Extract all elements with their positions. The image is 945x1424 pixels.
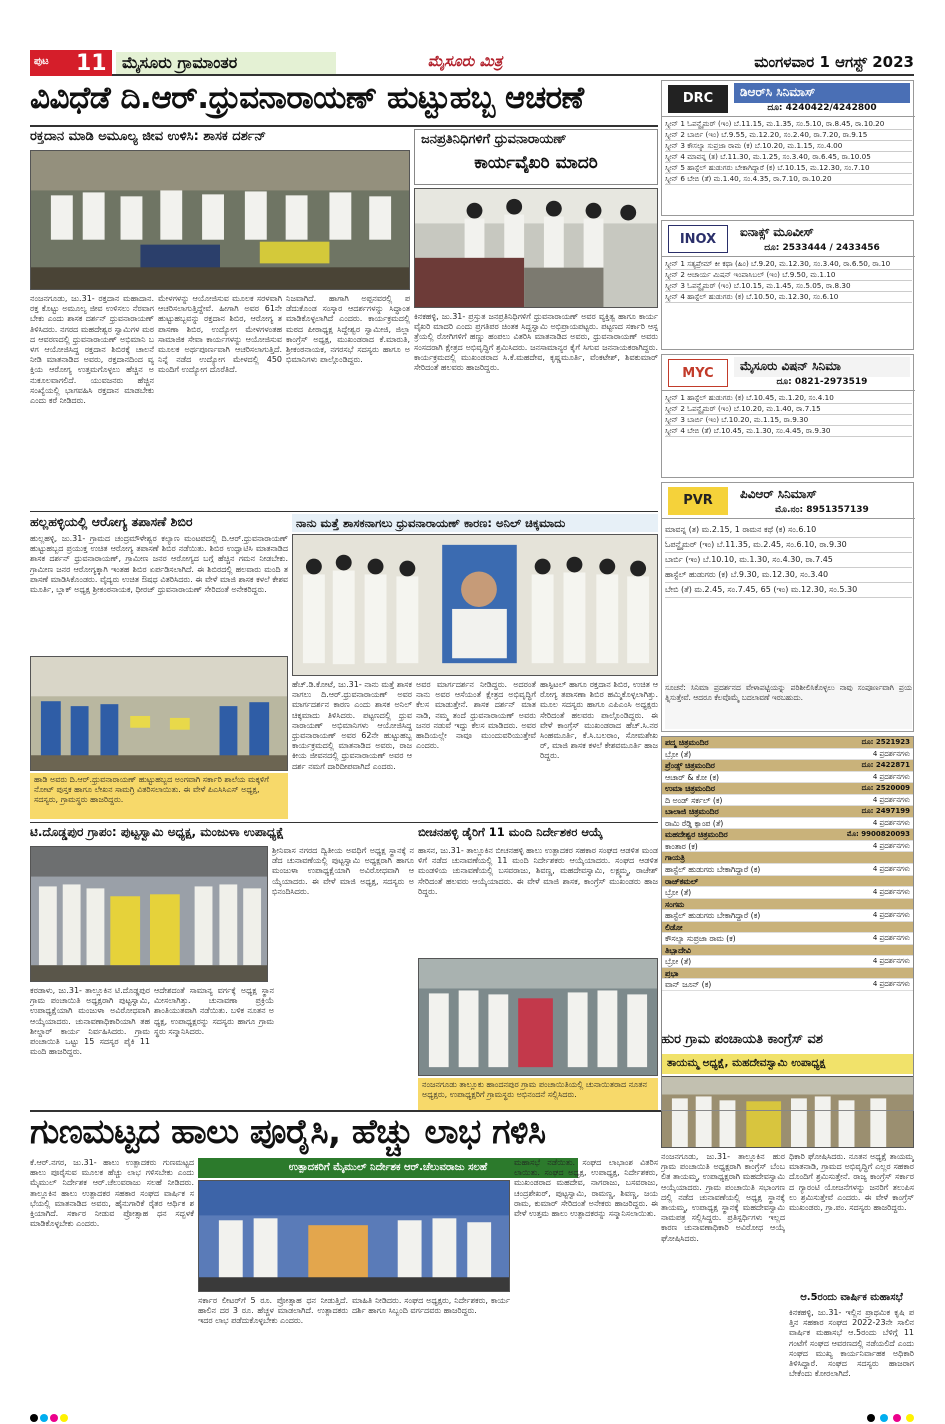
showtime-row: ಸ್ಕ್ರೀನ್ 2 ಬಾರ್ಬಿ (ಇಂ) ಬೆ.9.55, ಮ.12.20, ಸಂ.2.40, ರಾ.7.20, ರಾ.9.15 (665, 130, 912, 141)
story1-title: ರಕ್ತದಾನ ಮಾಡಿ ಅಮೂಲ್ಯ ಜೀವ ಉಳಿಸಿ: ಶಾಸಕ ದರ್ಶನ್ (30, 129, 266, 144)
story7-title: ಹುರ ಗ್ರಾಮ ಪಂಚಾಯತಿ ಕಾಂಗ್ರೆಸ್ ವಶ (661, 1032, 823, 1047)
cinema-phone: ದೂ: 4240422/4242800 (767, 103, 877, 113)
theatre-film-row (662, 910, 913, 922)
story2-body: ಕಿನಕಹಳ್ಳಿ, ಜು.31- ಪ್ರಸ್ತುತ ಜನಪ್ರತಿನಿಧಿಗಳಿಗೆ ಧ್ರುವನಾರಾಯಣ್ ಅವರ ವ್ಯಕ್ತಿತ್ವ ಹಾಗೂ ಕಾರ್ಯವೈಖರಿ ಮಾದರಿ ಎಂದು ಪ್ರಗತಿಪರ ಚಿಂತಕ ಸಿದ್ದಸ್ವಾಮಿ ಅಭಿಪ್ರಾಯಪಟ್ಟರು. ಪಟ್ಟಣದ ಸರ್ಕಾರಿ ಆಸ್ಪತ್ರೆಯಲ್ಲಿ ರೋಗಿಗಳಿಗೆ ಹಣ್ಣು ಹಂಪಲು ವಿತರಿಸಿ ಮಾತನಾಡಿದ ಅವರು, ಧ್ರುವನಾರಾಯಣ್ ಅವರು ಸಂಸದರಾಗಿ ಕ್ಷೇತ್ರದ ಅಭಿವೃದ್ಧಿಗೆ ಶ್ರಮಿಸಿದರು. ಜನಸಾಮಾನ್ಯರ ಕೈಗೆ ಸಿಗುವ ಜನನಾಯಕರಾಗಿದ್ದರು. ಕಾರ್ಯಕ್ರಮದಲ್ಲಿ ಮುಖಂಡರಾದ ಸಿ.ಕೆ.ಮಹದೇವ, ಕೃಷ್ಣಮೂರ್ತಿ, ವೆಂಕಟೇಶ್, ಶಿವಕುಮಾರ್ ಸೇರಿದಂತೆ ಹಲವರು ಹಾಜರಿದ್ದರು. (414, 312, 658, 373)
theatre-film: ಆಚಾರ್ & ಕೋ (ಕ) (665, 772, 720, 782)
story5-col3: ಆದೇಶದಂತೆ ಸಾಮಾನ್ಯ ವರ್ಗಕ್ಕೆ ಅಧ್ಯಕ್ಷ ಸ್ಥಾನ ಮೀಸಲಾಗಿತ್ತು. ಚುನಾವಣಾ ಪ್ರಕ್ರಿಯೆ ಶಾಂತಿಯುತವಾಗಿ ನಡೆಯಿತು. ಬಳಿಕ ನೂತನ ಅಧ್ಯಕ್ಷ, ಉಪಾಧ್ಯಕ್ಷರನ್ನು ಸದಸ್ಯರು ಹಾಗೂ ಗ್ರಾಮಸ್ಥರು ಸನ್ಮಾನಿಸಿದರು. (154, 986, 274, 1036)
theatre-film: ಬ್ರೋ (ತೆ) (665, 749, 692, 759)
newspaper-logo: ಮೈಸೂರು ಮಿತ್ರ (427, 52, 503, 70)
story6-body: ಹಾಸನ, ಜು.31- ತಾಲ್ಲೂಕಿನ ಬೀಚನಹಳ್ಳಿ ಹಾಲು ಉತ್ಪಾದಕರ ಸಹಕಾರ ಸಂಘದ ಆಡಳಿತ ಮಂಡಳಿಗೆ ನಡೆದ ಚುನಾವಣೆಯಲ್ಲಿ 11 ಮಂದಿ ನಿರ್ದೇಶಕರು ಆಯ್ಕೆಯಾದರು. ಸಂಘದ ಆಡಳಿತ ಮಂಡಳಿಯ ಚುನಾವಣೆಯಲ್ಲಿ ಬಸವರಾಜು, ಶಿವಣ್ಣ, ಮಹದೇವಸ್ವಾಮಿ, ಲಕ್ಷ್ಮಮ್ಮ, ರಾಜೇಶ್ ಸೇರಿದಂತೆ ಹಲವರು ಆಯ್ಕೆಯಾದರು. ಈ ವೇಳೆ ಮಾಜಿ ಶಾಸಕ, ಕಾಂಗ್ರೆಸ್ ಮುಖಂಡರು ಹಾಜರಿದ್ದರು. (418, 846, 658, 896)
theatre-film: ಹಾಸ್ಟೆಲ್ ಹುಡುಗರು ಬೇಕಾಗಿದ್ದಾರೆ (ಕ) (665, 865, 761, 875)
theatre-film-row (662, 864, 913, 876)
showtime-row: ಸ್ಕ್ರೀನ್ 4 ಬೇಬಿ (ತೆ) ಬೆ.10.45, ಮ.1.30, ಸಂ.4.45, ರಾ.9.30 (665, 426, 912, 437)
page-number: 11 (76, 51, 107, 76)
theatre-phone: ದೂ: 2422871 (861, 761, 910, 770)
showtimes (662, 523, 915, 673)
theatre-name-row (662, 922, 913, 934)
story2-title-box (414, 129, 658, 185)
showtime-row: ಬಾರ್ಬಿ (ಇಂ) ಬೆ.10.10, ಮ.1.30, ಸಂ.4.30, ರಾ.7.45 (665, 553, 912, 568)
print-registration-marks (30, 1407, 914, 1417)
theatre-name-row (662, 806, 913, 818)
theatre-phone: ದೂ: 2497199 (861, 807, 910, 816)
theatre-name-row (662, 968, 913, 980)
cinema-header (662, 81, 915, 117)
theatre-film-row (662, 979, 913, 991)
theatre-shows: 4 ಪ್ರದರ್ಶನಗಳು (872, 795, 910, 804)
inox-logo: INOX (668, 225, 728, 253)
theatre-name-row (662, 783, 913, 795)
story3-caption: ಹಾಡಿ ಅವರು ದಿ.ಆರ್.ಧ್ರುವನಾರಾಯಣ್ ಹುಟ್ಟುಹಬ್ಬದ ಅಂಗವಾಗಿ ಸರ್ಕಾರಿ ಶಾಲೆಯ ಮಕ್ಕಳಿಗೆ ನೋಟ್ ಪುಸ್ತಕ ಹಾಗೂ ಲೇಖನ ಸಾಮಗ್ರಿ ವಿತರಿಸಲಾಯಿತು. ಈ ವೇಳೆ ಪಿಎಸಿಸಿಎಸ್ ಅಧ್ಯಕ್ಷ, ಸದಸ್ಯರು, ಗ್ರಾಮಸ್ಥರು ಹಾಜರಿದ್ದರು. (30, 773, 288, 819)
story7-col1: ನಂಜನಗೂಡು, ಜು.31- ತಾಲ್ಲೂಕಿನ ಹುರ ಗ್ರಾಮ ಪಂಚಾಯಿತಿ ಅಧ್ಯಕ್ಷರಾಗಿ ಕಾಂಗ್ರೆಸ್ ಬೆಂಬಲಿತ ತಾಯಮ್ಮ, ಉಪಾಧ್ಯಕ್ಷರಾಗಿ ಮಹದೇವಸ್ವಾಮಿ ಆಯ್ಕೆಯಾದರು. ಗ್ರಾಮ ಪಂಚಾಯಿತಿ ಸಭಾಂಗಣದಲ್ಲಿ ನಡೆದ ಚುನಾವಣೆಯಲ್ಲಿ ಅಧ್ಯಕ್ಷ ಸ್ಥಾನಕ್ಕೆ ತಾಯಮ್ಮ, ಉಪಾಧ್ಯಕ್ಷ ಸ್ಥಾನಕ್ಕೆ ಮಹದೇವಸ್ವಾಮಿ ನಾಮಪತ್ರ ಸಲ್ಲಿಸಿದ್ದರು. ಪ್ರತಿಸ್ಪರ್ಧಿಗಳು ಇಲ್ಲದ ಕಾರಣ ಚುನಾವಣಾಧಿಕಾರಿ ಅವಿರೋಧ ಆಯ್ಕೆ ಘೋಷಿಸಿದರು. (661, 1152, 785, 1243)
theatre-film: ದಿ ಅಂಡ್ ಸರ್ಕಲ್ (ಕ) (665, 795, 723, 805)
milk-subheadline: ಉತ್ಪಾದಕರಿಗೆ ಮೈಮುಲ್ ನಿರ್ದೇಶಕ ಆರ್.ಚೆಲುವರಾಜು ಸಲಹೆ (198, 1158, 578, 1178)
showtime-row: ಹಾಸ್ಟೆಲ್ ಹುಡುಗರು (ಕ) ಬೆ.9.30, ಮ.12.30, ಸಂ.3.40 (665, 568, 912, 583)
theatre-film: ಬ್ರೋ (ತೆ) (665, 888, 692, 898)
story4-col3: ಹಾಸ್ಪಿಟಲ್ ಹಾಗೂ ರಕ್ತದಾನ ಶಿಬಿರ, ಉಚಿತ ಆರೋಗ್ಯ ತಪಾಸಣಾ ಶಿಬಿರ ಹಮ್ಮಿಕೊಳ್ಳಲಾಗಿತ್ತು. ಮೂಲ ಸದಸ್ಯರು ಹಾಗೂ ಎಪಿಎಂಸಿ ಅಧ್ಯಕ್ಷರು ಸೇರಿದಂತೆ ಹಲವರು ಪಾಲ್ಗೊಂಡಿದ್ದರು. ಈ ವೇಳೆ ಕಾಂಗ್ರೆಸ್ ಮುಖಂಡರಾದ ಹೆಚ್.ಸಿ.ನರಸಿಂಹಮೂರ್ತಿ, ಕೆ.ಸಿ.ಬಲರಾಂ, ಸೋಮಶೇಖರ್, ಮಾಜಿ ಶಾಸಕ ಕಳಲೆ ಕೇಶವಮೂರ್ತಿ ಹಾಜರಿದ್ದರು. (540, 680, 658, 761)
portrait-event-photo (292, 534, 658, 676)
showtime-row: ಸ್ಕ್ರೀನ್ 2 ಓಪನ್ಹೈಮರ್ (ಇಂ) ಬೆ.10.20, ಮ.1.40, ರಾ.7.15 (665, 404, 912, 415)
panchayat-felicitation-photo (30, 846, 268, 982)
story2-title-line2: ಕಾರ್ಯವೈಖರಿ ಮಾದರಿ (474, 153, 598, 173)
story1-col3: ನಿಜವಾಗಿದೆ. ಹಾಗಾಗಿ ಅಪ್ಪನವರಲ್ಲಿ ಪಡೆದುಕೊಂಡ ಸಂಸ್ಕಾರ ಆದರ್ಶಗಳನ್ನು ಸಿದ್ಧಾಂತ ಮಾಡಿಕೊಳ್ಳಲಾಗಿದೆ ಎಂದರು. ಕಾರ್ಯಕ್ರಮದಲ್ಲಿ ಮಠದ ಪೀಠಾಧ್ಯಕ್ಷ ಸಿದ್ದೇಶ್ವರ ಸ್ವಾಮೀಜಿ, ಜಿಲ್ಲಾ ಕಾಂಗ್ರೆಸ್ ಅಧ್ಯಕ್ಷ, ಮುಖಂಡರಾದ ಕೆ.ಮಾರುತಿ, ಶ್ರೀಕಂಠನಾಯಕ, ನಗರಸಭೆ ಸದಸ್ಯರು ಹಾಗೂ ಅಭಿಮಾನಿಗಳು ಪಾಲ್ಗೊಂಡಿದ್ದರು. (286, 294, 410, 365)
theatre-film-row (662, 933, 913, 945)
theatre-list (662, 737, 913, 991)
theatre-name-row (662, 829, 913, 841)
single-screen-theatres (661, 736, 914, 1111)
theatre-name: ಮಹದೇಶ್ವರ ಚಿತ್ರಮಂದಿರ (665, 830, 728, 840)
theatre-name: ಲಿಡೋ (665, 922, 683, 932)
milk-col3: ಮಾಹಿತಿ ನೀಡಿದರು. ಸಂಘದ ಅಧ್ಯಕ್ಷರು, ನಿರ್ದೇಶಕರು, ಕಾರ್ಯದರ್ಶಿ ಹಾಗೂ ಸಿಬ್ಬಂದಿ ವರ್ಗದವರು ಹಾಜರಿದ್ದರು. (352, 1296, 510, 1316)
theatre-film-row (662, 818, 913, 830)
story6-title: ಬೀಚನಹಳ್ಳಿ ಡೈರಿಗೆ 11 ಮಂದಿ ನಿರ್ದೇಶಕರ ಆಯ್ಕೆ (418, 825, 603, 839)
page-number-box (30, 50, 112, 76)
divider (30, 822, 658, 823)
theatre-name-row (662, 876, 913, 888)
agm-subheading: ಆ.5ರಂದು ವಾರ್ಷಿಕ ಮಹಾಸಭೆ (800, 1292, 903, 1303)
pvr-logo: PVR (668, 487, 728, 515)
theatre-shows: 4 ಪ್ರದರ್ಶನಗಳು (872, 888, 910, 897)
theatre-shows: 4 ಪ್ರದರ್ಶನಗಳು (872, 865, 910, 874)
theatre-film: ಬ್ರೋ (ತೆ) (665, 957, 692, 967)
hospital-photo (414, 188, 658, 308)
showtime-row: ಸ್ಕ್ರೀನ್ 5 ಹಾಸ್ಟೆಲ್ ಹುಡುಗರು ಬೇಕಾಗಿದ್ದಾರೆ (ಕ) ಬೆ.10.15, ಮ.12.30, ಸಂ.7.10 (665, 163, 912, 174)
theatre-name: ಉಮಾ ಚಿತ್ರಮಂದಿರ (665, 784, 715, 794)
theatre-phone: ದೂ: 2520009 (861, 784, 910, 793)
theatre-name-row (662, 945, 913, 957)
cinema-name: ಐನಾಕ್ಸ್ ಮೂವೀಸ್ (734, 223, 910, 243)
story7-col2: ಧಿಕಾರಿ ಘೋಷಿಸಿದರು. ನೂತನ ಅಧ್ಯಕ್ಷೆ ತಾಯಮ್ಮ ಮಾತನಾಡಿ, ಗ್ರಾಮದ ಅಭಿವೃದ್ಧಿಗೆ ಎಲ್ಲರ ಸಹಕಾರದೊಂದಿಗೆ ಶ್ರಮಿಸುತ್ತೇನೆ. ರಾಜ್ಯ ಕಾಂಗ್ರೆಸ್ ಸರ್ಕಾರದ ಗ್ಯಾರಂಟಿ ಯೋಜನೆಗಳನ್ನು ಜನರಿಗೆ ತಲುಪಿಸಲು ಶ್ರಮಿಸುತ್ತೇವೆ ಎಂದರು. ಈ ವೇಳೆ ಕಾಂಗ್ರೆಸ್ ಮುಖಂಡರು, ಗ್ರಾ.ಪಂ. ಸದಸ್ಯರು ಹಾಜರಿದ್ದರು. (789, 1152, 914, 1213)
story6-caption: ನಂಜನಗೂಡು ತಾಲ್ಲೂಕು ಹಾಂದನಪುರ ಗ್ರಾಮ ಪಂಚಾಯಿತಿಯಲ್ಲಿ ಚುನಾಯಿತರಾದ ನೂತನ ಅಧ್ಯಕ್ಷರು, ಉಪಾಧ್ಯಕ್ಷರಿಗೆ ಗ್ರಾಮಸ್ಥರು ಅಭಿನಂದನೆ ಸಲ್ಲಿಸಿದರು. (418, 1078, 658, 1110)
showtime-row: ಸ್ಕ್ರೀನ್ 4 ಮಾವನ್ನ (ತ) ಬೆ.11.30, ಮ.1.25, ಸಂ.3.40, ರಾ.6.45, ರಾ.10.05 (665, 152, 912, 163)
theatre-film: ಕಾಂತಾರ (ಕ) (665, 841, 698, 851)
pvr-note: ಸೂಚನೆ: ಸಿನಿಮಾ ಪ್ರದರ್ಶನದ ವೇಳಾಪಟ್ಟಿಯನ್ನು ಪರಿಶೀಲಿಸಿಕೊಳ್ಳಲು ನಾವು ಸಂಪೂರ್ಣವಾಗಿ ಪ್ರಯತ್ನಿಸುತ್ತೇವೆ. ಆದರೂ ಕೆಲವೊಮ್ಮೆ ಬದಲಾವಣೆ ಇರಬಹುದು. (665, 683, 912, 729)
page-label: ಪುಟ (34, 56, 49, 67)
story7-col3: ಕಿನಕಹಳ್ಳಿ, ಜು.31- ಇಲ್ಲಿನ ಪ್ರಾಥಮಿಕ ಕೃಷಿ ಪತ್ತಿನ ಸಹಕಾರ ಸಂಘದ 2022-23ನೇ ಸಾಲಿನ ವಾರ್ಷಿಕ ಮಹಾಸಭೆ ಆ.5ರಂದು ಬೆಳಿಗ್ಗೆ 11 ಗಂಟೆಗೆ ಸಂಘದ ಆವರಣದಲ್ಲಿ ನಡೆಯಲಿದೆ ಎಂದು ಸಂಘದ ಮುಖ್ಯ ಕಾರ್ಯನಿರ್ವಾಹಕ ಅಧಿಕಾರಿ ತಿಳಿಸಿದ್ದಾರೆ. ಸಂಘದ ಸದಸ್ಯರು ಹಾಜರಾಗಬೇಕೆಂದು ಕೋರಲಾಗಿದೆ. (789, 1308, 914, 1379)
theatre-name: ಗಾಯತ್ರಿ (665, 853, 685, 863)
section-name: ಮೈಸೂರು ಗ್ರಾಮಾಂತರ (116, 52, 336, 74)
cinema-block-pvr (661, 482, 914, 732)
showtime-row: ಮಾವನ್ನ (ತ) ಮ.2.15, 1 ರಾಮನ ಕಥೆ (ಕ) ಸಂ.6.10 (665, 523, 912, 538)
cinema-phone: ಮೊ.ನಂ: 8951357139 (775, 505, 869, 515)
story4-col2: ಅವರ ಮಾರ್ಗದರ್ಶನ ನೀಡಿದ್ದರು. ಅದರಂತೆ ನಾನು ಅವರ ಆಸೆಯಂತೆ ಕ್ಷೇತ್ರದ ಅಭಿವೃದ್ಧಿಗೆ ಕೆಲಸ ಮಾಡುತ್ತೇನೆ. ಶಾಸಕ ದರ್ಶನ್ ಮಾತನಾಡಿ, ನಮ್ಮ ತಂದೆ ಧ್ರುವನಾರಾಯಣ್ ಅವರು ಜನರ ನಡುವೆ ಇದ್ದು ಕೆಲಸ ಮಾಡಿದರು. ಅವರ ಹಾದಿಯಲ್ಲೇ ನಾವೂ ಮುಂದುವರಿಯುತ್ತೇವೆ ಎಂದರು. (416, 680, 536, 751)
theatre-film-row (662, 795, 913, 807)
theatre-shows: 4 ಪ್ರದರ್ಶನಗಳು (872, 749, 910, 758)
showtime-row: ಓಪನ್ಹೈಮರ್ (ಇಂ) ಬೆ.11.35, ಮ.2.45, ಸಂ.6.10, ರಾ.9.30 (665, 538, 912, 553)
showtime-row: ಸ್ಕ್ರೀನ್ 1 ಹಾಸ್ಟೆಲ್ ಹುಡುಗರು (ಕ) ಬೆ.10.45, ಮ.1.20, ಸಂ.4.10 (665, 393, 912, 404)
theatre-film-row (662, 887, 913, 899)
cinema-name: ಮೈಸೂರು ವಿಷನ್ ಸಿನಿಮಾ (734, 357, 910, 377)
lead-headline: ವಿವಿಧೆಡೆ ದಿ.ಆರ್.ಧ್ರುವನಾರಾಯಣ್ ಹುಟ್ಟುಹಬ್ಬ ಆಚರಣೆ (30, 80, 584, 116)
divider (30, 125, 658, 127)
theatre-shows: 4 ಪ್ರದರ್ಶನಗಳು (872, 957, 910, 966)
milk-col2: ಸರ್ಕಾರ ಲೀಟರ್‌ಗೆ 5 ರೂ. ಪ್ರೋತ್ಸಾಹ ಧನ ನೀಡುತ್ತಿದೆ. ಹಾಲಿನ ದರ 3 ರೂ. ಹೆಚ್ಚಳ ಮಾಡಲಾಗಿದೆ. ಉತ್ಪಾದಕರು ಇದರ ಲಾಭ ಪಡೆದುಕೊಳ್ಳಬೇಕು ಎಂದರು. (198, 1296, 348, 1326)
theatre-shows: 4 ಪ್ರದರ್ಶನಗಳು (872, 911, 910, 920)
divider (30, 511, 658, 512)
blood-donation-photo (30, 150, 410, 290)
theatre-film: ವಾನ್ ಜೂನ್ (ಕ) (665, 980, 712, 990)
theatre-film: ಕೌಸಲ್ಯಾ ಸುಪ್ರಜಾ ರಾಮ (ಕ) (665, 934, 736, 944)
showtime-row: ಸ್ಕ್ರೀನ್ 3 ಓಪನ್ಹೈಮರ್ (ಇಂ) ಬೆ.10.15, ಮ.1.45, ಸಂ.5.05, ರಾ.8.30 (665, 281, 912, 292)
story3-body: ಹುಲ್ಲಹಳ್ಳಿ, ಜು.31- ಗ್ರಾಮದ ಚಂದ್ರಮೌಳೇಶ್ವರ ಕಲ್ಯಾಣ ಮಂಟಪದಲ್ಲಿ ದಿ.ಆರ್.ಧ್ರುವನಾರಾಯಣ್ ಹುಟ್ಟುಹಬ್ಬದ ಪ್ರಯುಕ್ತ ಉಚಿತ ಆರೋಗ್ಯ ತಪಾಸಣೆ ಶಿಬಿರ ನಡೆಯಿತು. ಶಿಬಿರ ಉದ್ಘಾಟಿಸಿ ಮಾತನಾಡಿದ ಶಾಸಕ ದರ್ಶನ್ ಧ್ರುವನಾರಾಯಣ್, ಗ್ರಾಮೀಣ ಜನರ ಆರೋಗ್ಯದ ಬಗ್ಗೆ ಹೆಚ್ಚಿನ ಗಮನ ನೀಡಬೇಕು. ಗ್ರಾಮೀಣ ಜನರ ಆರೋಗ್ಯಕ್ಕಾಗಿ ಇಂತಹ ಶಿಬಿರ ಏರ್ಪಡಿಸಲಾಗಿದೆ. ಈ ಶಿಬಿರದಲ್ಲಿ ಹಲವಾರು ಮಂದಿ ತಪಾಸಣೆ ಮಾಡಿಸಿಕೊಂಡರು. ವೈದ್ಯರು ಉಚಿತ ಔಷಧ ವಿತರಿಸಿದರು. ಈ ವೇಳೆ ಮಾಜಿ ಶಾಸಕ ಕಳಲೆ ಕೇಶವಮೂರ್ತಿ, ಬ್ಲಾಕ್ ಅಧ್ಯಕ್ಷ ಶ್ರೀಕಂಠನಾಯಕ, ಧೀರಜ್ ಧ್ರುವನಾರಾಯಣ್ ಸೇರಿದಂತೆ ಅನೇಕರಿದ್ದರು. (30, 534, 288, 595)
showtime-row: ಸ್ಕ್ರೀನ್ 4 ಹಾಸ್ಟೆಲ್ ಹುಡುಗರು (ಕ) ಬೆ.10.50, ಮ.12.30, ಸಂ.6.10 (665, 292, 912, 303)
theatre-name: ಪ್ರೆಂಡ್ಸ್ ಚಿತ್ರಮಂದಿರ (665, 761, 715, 771)
showtimes (662, 119, 915, 215)
drc-logo: DRC (668, 85, 728, 113)
cinema-block-inox (661, 220, 914, 350)
dairy-election-photo (418, 958, 658, 1076)
theatre-name: ಬಾಲಾಜಿ ಚಿತ್ರಮಂದಿರ (665, 807, 719, 817)
milk-col4: ಮಹಾಸಭೆ ನಡೆಯಿತು. ಸಂಘದ ಲಾಭಾಂಶ ವಿತರಿಸಲಾಯಿತು. ಸಂಘದ ಅಧ್ಯಕ್ಷ, ಉಪಾಧ್ಯಕ್ಷ, ನಿರ್ದೇಶಕರು, ಮುಖಂಡರಾದ ಮಹದೇವ, ನಾಗರಾಜು, ಬಸವರಾಜು, ಚಂದ್ರಶೇಖರ್, ಪುಟ್ಟಸ್ವಾಮಿ, ರಾಮಣ್ಣ, ಶಿವಣ್ಣ, ಜಯರಾಮ, ಕುಮಾರ್ ಸೇರಿದಂತೆ ಅನೇಕರು ಹಾಜರಿದ್ದರು. ಈ ವೇಳೆ ಉತ್ತಮ ಹಾಲು ಉತ್ಪಾದಕರನ್ನು ಸನ್ಮಾನಿಸಲಾಯಿತು. (514, 1158, 658, 1219)
theatre-film-row (662, 956, 913, 968)
theatre-shows: 4 ಪ್ರದರ್ಶನಗಳು (872, 818, 910, 827)
theatre-film-row (662, 749, 913, 761)
story2-title-line1: ಜನಪ್ರತಿನಿಧಿಗಳಿಗೆ ಧ್ರುವನಾರಾಯಣ್ (421, 132, 567, 147)
theatre-shows: 4 ಪ್ರದರ್ಶನಗಳು (872, 772, 910, 781)
story1-col1: ನಂಜನಗೂಡು, ಜು.31- ರಕ್ತದಾನ ಮಹಾದಾನ. ರಕ್ತ ಕೊಟ್ಟು ಅಮೂಲ್ಯ ಜೀವ ಉಳಿಸಲು ನೆರವಾಗಬೇಕು ಎಂದು ಶಾಸಕ ದರ್ಶನ್ ಧ್ರುವನಾರಾಯಣ್ ತಿಳಿಸಿದರು. ನಗರದ ಮಹದೇಶ್ವರ ಸ್ವಾಮಿಗಳ ಮಠದ ಆವರಣದಲ್ಲಿ ಧ್ರುವನಾರಾಯಣ್ ಅಭಿಮಾನಿ ಬಳಗ ಆಯೋಜಿಸಿದ್ದ ರಕ್ತದಾನ ಶಿಬಿರಕ್ಕೆ ಚಾಲನೆ ನೀಡಿ ಮಾತನಾಡಿದ ಅವರು, ರಕ್ತದಾನದಿಂದ ವ್ಯಕ್ತಿಯ ಆರೋಗ್ಯ ಉತ್ತಮಗೊಳ್ಳಲು ಹೆಚ್ಚಿನ ಅನುಕೂಲವಾಗಲಿದೆ. ಯುವಜನರು ಹೆಚ್ಚಿನ ಸಂಖ್ಯೆಯಲ್ಲಿ ಭಾಗವಹಿಸಿ ರಕ್ತದಾನ ಮಾಡಬೇಕು ಎಂದು ಕರೆ ನೀಡಿದರು. (30, 294, 154, 406)
cinema-name: ಡಿಆರ್‌ಸಿ ಸಿನಿಮಾಸ್ (734, 83, 910, 103)
cinema-header (662, 221, 915, 257)
cinema-block-myc (661, 354, 914, 478)
theatre-film-row (662, 841, 913, 853)
showtimes (662, 259, 915, 349)
theatre-film: ಹಾಸ್ಟೆಲ್ ಹುಡುಗರು ಬೇಕಾಗಿದ್ದಾರೆ (ಕ) (665, 911, 761, 921)
theatre-name-row (662, 760, 913, 772)
myc-logo: MYC (668, 359, 728, 387)
showtime-row: ಸ್ಕ್ರೀನ್ 3 ಬಾರ್ಬಿ (ಇಂ) ಬೆ.10.20, ಮ.1.15, ರಾ.9.30 (665, 415, 912, 426)
story5-col2: ಕರಡಾಳು, ಜು.31- ತಾಲ್ಲೂಕಿನ ಟಿ.ದೊಡ್ಡಪುರ ಗ್ರಾಮ ಪಂಚಾಯಿತಿ ಅಧ್ಯಕ್ಷರಾಗಿ ಪುಟ್ಟಸ್ವಾಮಿ, ಉಪಾಧ್ಯಕ್ಷೆಯಾಗಿ ಮಂಜುಳಾ ಅವಿರೋಧವಾಗಿ ಆಯ್ಕೆಯಾದರು. ಚುನಾವಣಾಧಿಕಾರಿಯಾಗಿ ತಹಶೀಲ್ದಾರ್ ಕಾರ್ಯ ನಿರ್ವಹಿಸಿದರು. ಗ್ರಾಮ ಪಂಚಾಯಿತಿ ಒಟ್ಟು 15 ಸದಸ್ಯರ ಪೈಕಿ 11 ಮಂದಿ ಹಾಜರಿದ್ದರು. (30, 986, 150, 1057)
story1-col2: ಮೇಳಗಳನ್ನು ಆಯೋಜಿಸುವ ಮೂಲಕ ಸರಳವಾಗಿ ಆಚರಿಸಲಾಗುತ್ತಿದ್ದೇವೆ. ಹೀಗಾಗಿ ಅವರ 61ನೇ ಹುಟ್ಟುಹಬ್ಬವನ್ನು ರಕ್ತದಾನ ಶಿಬಿರ, ಆರೋಗ್ಯ ತಪಾಸಣಾ ಶಿಬಿರ, ಉದ್ಯೋಗ ಮೇಳಗಳಂತಹ ಸಾಮಾಜಿಕ ಸೇವಾ ಕಾರ್ಯಗಳನ್ನು ಆಯೋಜಿಸುವ ಮೂಲಕ ಅರ್ಥಪೂರ್ಣವಾಗಿ ಆಚರಿಸಲಾಗುತ್ತಿದೆ. ನಿನ್ನೆ ನಡೆದ ಉದ್ಯೋಗ ಮೇಳದಲ್ಲಿ 450 ಮಂದಿಗೆ ಉದ್ಯೋಗ ದೊರೆತಿದೆ. (158, 294, 282, 375)
theatre-shows: 4 ಪ್ರದರ್ಶನಗಳು (872, 841, 910, 850)
theatre-name-row (662, 737, 913, 749)
theatre-name: ಸಂಗಮ (665, 899, 685, 909)
showtime-row: ಸ್ಕ್ರೀನ್ 3 ಕೌಸಲ್ಯಾ ಸುಪ್ರಜಾ ರಾಮ (ಕ) ಬೆ.10.20, ಮ.1.15, ಸಂ.4.00 (665, 141, 912, 152)
showtime-row: ಬೇಬಿ (ತೆ) ಮ.2.45, ಸಂ.7.45, 65 (ಇಂ) ಮ.12.30, ಸಂ.5.30 (665, 583, 912, 598)
theatre-shows: 4 ಪ್ರದರ್ಶನಗಳು (872, 934, 910, 943)
story4-col1: ಹೆಚ್.ಡಿ.ಕೋಟೆ, ಜು.31- ನಾನು ಮತ್ತೆ ಶಾಸಕನಾಗಲು ದಿ.ಆರ್.ಧ್ರುವನಾರಾಯಣ್ ಅವರ ಮಾರ್ಗದರ್ಶನ ಕಾರಣ ಎಂದು ಶಾಸಕ ಅನಿಲ್ ಚಿಕ್ಕಮಾದು ತಿಳಿಸಿದರು. ಪಟ್ಟಣದಲ್ಲಿ ಧ್ರುವನಾರಾಯಣ್ ಅಭಿಮಾನಿಗಳು ಆಯೋಜಿಸಿದ್ದ ಧ್ರುವನಾರಾಯಣ್ ಅವರ 62ನೇ ಹುಟ್ಟುಹಬ್ಬ ಕಾರ್ಯಕ್ರಮದಲ್ಲಿ ಮಾತನಾಡಿದ ಅವರು, ರಾಜಕೀಯ ಜೀವನದಲ್ಲಿ ಧ್ರುವನಾರಾಯಣ್ ಅವರ ಆದರ್ಶ ನಮಗೆ ದಾರಿದೀಪವಾಗಿದೆ ಎಂದರು. (292, 680, 412, 771)
theatre-film: ರಾಮಿ ರೆಡ್ಡಿ ಕ್ಯಾಂಪ (ತೆ) (665, 818, 724, 828)
story5-title: ಟಿ.ದೊಡ್ಡಪುರ ಗ್ರಾಪಂ: ಪುಟ್ಟಸ್ವಾಮಿ ಅಧ್ಯಕ್ಷ, ಮಂಜುಳಾ ಉಪಾಧ್ಯಕ್ಷೆ (30, 825, 284, 839)
cinema-block-drc (661, 80, 914, 216)
milk-col1: ಕೆ.ಆರ್.ನಗರ, ಜು.31- ಹಾಲು ಉತ್ಪಾದಕರು ಗುಣಮಟ್ಟದ ಹಾಲು ಪೂರೈಸುವ ಮೂಲಕ ಹೆಚ್ಚು ಲಾಭ ಗಳಿಸಬೇಕು ಎಂದು ಮೈಮುಲ್ ನಿರ್ದೇಶಕ ಆರ್.ಚೆಲುವರಾಜು ಸಲಹೆ ನೀಡಿದರು. ತಾಲ್ಲೂಕಿನ ಹಾಲು ಉತ್ಪಾದಕರ ಸಹಕಾರ ಸಂಘದ ವಾರ್ಷಿಕ ಸಭೆಯಲ್ಲಿ ಮಾತನಾಡಿದ ಅವರು, ಹೈನುಗಾರಿಕೆ ರೈತರ ಆರ್ಥಿಕ ಶಕ್ತಿಯಾಗಿದೆ. ಸರ್ಕಾರ ನೀಡುವ ಪ್ರೋತ್ಸಾಹ ಧನ ಸದ್ಬಳಕೆ ಮಾಡಿಕೊಳ್ಳಬೇಕು ಎಂದರು. (30, 1158, 194, 1229)
showtime-row: ಸ್ಕ್ರೀನ್ 1 ಸತ್ಯಪ್ರೇಮ್ ಕೀ ಕಥಾ (ಹಿಂ) ಬೆ.9.20, ಮ.12.30, ಸಂ.3.40, ರಾ.6.50, ರಾ.10 (665, 259, 912, 270)
showtime-row: ಸ್ಕ್ರೀನ್ 1 ಓಪನ್ಹೈಮರ್ (ಇಂ) ಬೆ.11.15, ಮ.1.35, ಸಂ.5.10, ರಾ.8.45, ರಾ.10.20 (665, 119, 912, 130)
showtime-row: ಸ್ಕ್ರೀನ್ 6 ಬೇಬಿ (ತೆ) ಮ.1.40, ಸಂ.4.35, ರಾ.7.10, ರಾ.10.20 (665, 174, 912, 185)
milk-headline: ಗುಣಮಟ್ಟದ ಹಾಲು ಪೂರೈಸಿ, ಹೆಚ್ಚು ಲಾಭ ಗಳಿಸಿ (30, 1112, 546, 1152)
story7-subtitle: ತಾಯಮ್ಮ ಅಧ್ಯಕ್ಷೆ, ಮಹದೇವಸ್ವಾಮಿ ಉಪಾಧ್ಯಕ್ಷ (661, 1054, 914, 1074)
theatre-name: ಪ್ರಭಾ (665, 968, 679, 978)
milk-meeting-photo (198, 1180, 510, 1292)
theatre-name: ತಿಬ್ಬಾದೇವಿ (665, 945, 691, 955)
showtimes (662, 393, 915, 477)
theatre-name: ರಾಜ್‌ಕಮಲ್ (665, 876, 699, 886)
story3-title: ಹಲ್ಲಹಳ್ಳಿಯಲ್ಲಿ ಆರೋಗ್ಯ ತಪಾಸಣೆ ಶಿಬಿರ (30, 514, 193, 529)
theatre-shows: 4 ಪ್ರದರ್ಶನಗಳು (872, 980, 910, 989)
story4-title: ನಾನು ಮತ್ತೆ ಶಾಸಕನಾಗಲು ಧ್ರುವನಾರಾಯಣ್ ಕಾರಣ: ಅನಿಲ್ ಚಿಕ್ಕಮಾದು (292, 514, 658, 532)
cinema-name: ಪಿವಿಆರ್ ಸಿನಿಮಾಸ್ (734, 485, 910, 505)
theatre-phone: ಮೊ: 9900820093 (846, 830, 910, 839)
showtime-row: ಸ್ಕ್ರೀನ್ 2 ಆಚಾರ್ಯ ಮಿಷನ್ ಇಂಪಾಸಿಬಲ್ (ಇಂ) ಬೆ.9.50, ಮ.1.10 (665, 270, 912, 281)
cinema-phone: ದೂ: 2533444 / 2433456 (764, 243, 880, 253)
school-children-photo (30, 656, 288, 771)
theatre-phone: ದೂ: 2521923 (861, 738, 910, 746)
story5-col1: ಶ್ರೀನಿವಾಸ ನಗರದ ದ್ವಿತೀಯ ಅವಧಿಗೆ ಅಧ್ಯಕ್ಷ ಸ್ಥಾನಕ್ಕೆ ನಡೆದ ಚುನಾವಣೆಯಲ್ಲಿ ಪುಟ್ಟಸ್ವಾಮಿ ಅಧ್ಯಕ್ಷರಾಗಿ ಹಾಗೂ ಮಂಜುಳಾ ಉಪಾಧ್ಯಕ್ಷೆಯಾಗಿ ಅವಿರೋಧವಾಗಿ ಆಯ್ಕೆಯಾದರು. ಈ ವೇಳೆ ಮಾಜಿ ಅಧ್ಯಕ್ಷ, ಸದಸ್ಯರು ಅಭಿನಂದಿಸಿದರು. (272, 846, 414, 896)
cinema-listings (661, 80, 914, 1112)
issue-date: ಮಂಗಳವಾರ 1 ಆಗಸ್ಟ್ 2023 (754, 53, 914, 71)
cinema-header (662, 355, 915, 391)
theatre-name: ಪದ್ಮ ಚಿತ್ರಮಂದಿರ (665, 738, 709, 747)
theatre-name-row (662, 852, 913, 864)
cinema-header (662, 483, 915, 519)
print-registration-marks (840, 1407, 914, 1417)
theatre-film-row (662, 772, 913, 784)
cinema-phone: ದೂ: 0821-2973519 (776, 377, 868, 387)
theatre-name-row (662, 899, 913, 911)
